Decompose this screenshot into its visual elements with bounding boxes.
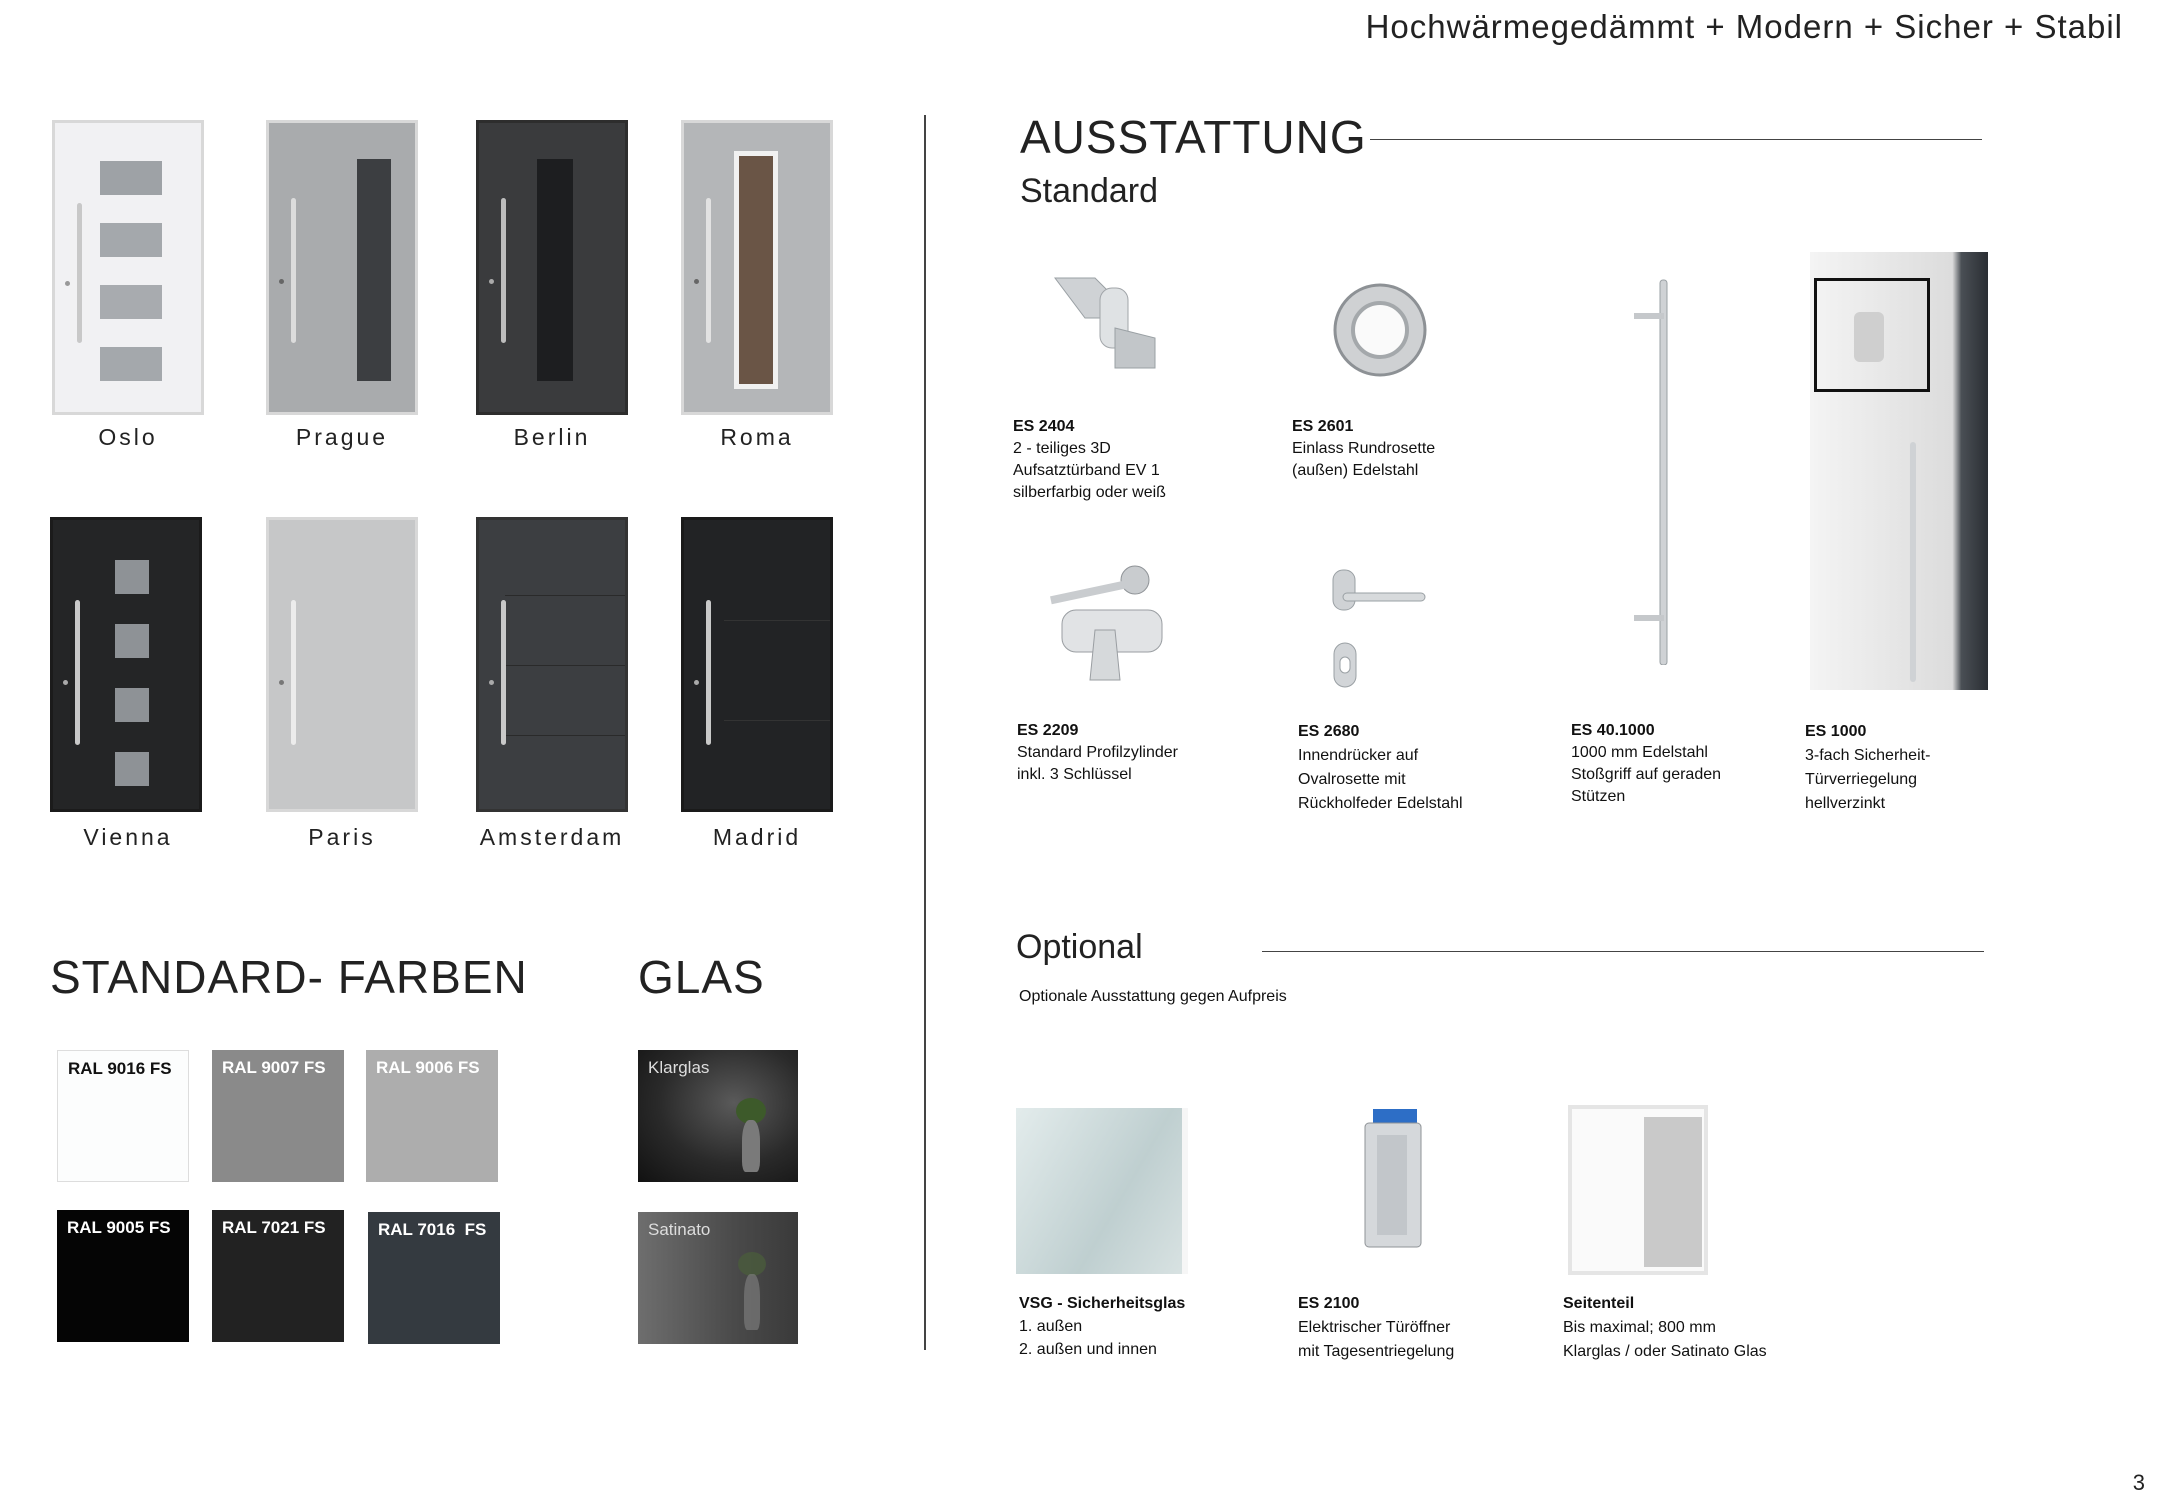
color-swatch-ral-9007 — [212, 1050, 344, 1182]
colors-title: STANDARD- FARBEN — [50, 951, 528, 1003]
glass-sample-klarglas — [638, 1050, 798, 1182]
door-label-prague: Prague — [295, 424, 389, 450]
page-tagline: Hochwärmegedämmt + Modern + Sicher + Stabil — [1365, 8, 2123, 45]
spec-es-40-1000: ES 40.1000 1000 mm Edelstahl Stoßgriff auf geraden Stützen — [1571, 722, 1722, 805]
door-label-amsterdam: Amsterdam — [479, 824, 625, 850]
door-image-amsterdam — [476, 517, 628, 812]
door-image-oslo — [52, 120, 204, 415]
hinge-image — [1045, 268, 1165, 388]
door-label-roma: Roma — [720, 424, 794, 450]
door-image-madrid — [681, 517, 833, 812]
door-image-paris — [266, 517, 418, 812]
color-swatch-ral-9006 — [366, 1050, 498, 1182]
glas-title: GLAS — [638, 951, 765, 1003]
lock-system-image — [1810, 252, 1988, 690]
door-image-prague — [266, 120, 418, 415]
door-image-vienna — [50, 517, 202, 812]
color-swatch-ral-7016 — [368, 1212, 500, 1344]
column-divider — [924, 115, 926, 1350]
door-label-berlin: Berlin — [513, 424, 591, 450]
spec-es-2404: ES 2404 2 - teiliges 3D Aufsatztürband EV 1 silberfarbig oder weiß — [1013, 418, 1166, 501]
optional-title: Optional — [1016, 928, 1143, 966]
glass-label: Satinato — [648, 1220, 711, 1239]
pull-handle-image — [1620, 275, 1700, 665]
side-panel-image — [1568, 1105, 1708, 1275]
door-image-roma — [681, 120, 833, 415]
spec-es-2680: ES 2680 Innendrücker auf Ovalrosette mit Rückholfeder Edelstahl — [1298, 723, 1463, 812]
spec-es-2209: ES 2209 Standard Profilzylinder inkl. 3 Schlüssel — [1017, 722, 1178, 783]
page-number: 3 — [2132, 1470, 2145, 1495]
door-image-berlin — [476, 120, 628, 415]
ausstattung-rule — [1370, 139, 1982, 140]
spec-es-2601: ES 2601 Einlass Rundrosette (außen) Edelstahl — [1292, 418, 1436, 479]
door-label-paris: Paris — [308, 824, 376, 850]
lever-handle-image — [1325, 565, 1435, 695]
swatch-label: RAL 9006 FS — [376, 1058, 480, 1077]
spec-es-2100: ES 2100 Elektrischer Türöffner mit Tagesentriegelung — [1298, 1295, 1455, 1360]
cylinder-image — [1040, 560, 1170, 690]
glass-label: Klarglas — [648, 1058, 710, 1077]
color-swatch-ral-7021 — [212, 1210, 344, 1342]
door-label-vienna: Vienna — [83, 824, 173, 850]
spec-seitenteil: Seitenteil Bis maximal; 800 mm Klarglas / oder Satinato Glas — [1563, 1295, 1767, 1360]
spec-es-1000: ES 1000 3-fach Sicherheit- Türverriegelung hellverzinkt — [1805, 723, 1931, 812]
swatch-label: RAL 7021 FS — [222, 1218, 326, 1237]
spec-vsg-sicherheitsglas: VSG - Sicherheitsglas 1. außen 2. außen und innen — [1019, 1295, 1186, 1358]
color-swatch-ral-9005 — [57, 1210, 189, 1342]
swatch-label: RAL 7016 FS — [378, 1220, 487, 1239]
swatch-label: RAL 9005 FS — [67, 1218, 171, 1237]
ausstattung-title: AUSSTATTUNG — [1020, 111, 1367, 163]
color-swatch-ral-9016 — [57, 1050, 189, 1182]
optional-rule — [1262, 951, 1984, 952]
standard-subtitle: Standard — [1020, 172, 1158, 210]
safety-glass-image — [1016, 1108, 1188, 1274]
optional-note: Optionale Ausstattung gegen Aufpreis — [1019, 988, 1287, 1005]
glass-sample-satinato — [638, 1212, 798, 1344]
swatch-label: RAL 9007 FS — [222, 1058, 326, 1077]
rosette-image — [1330, 275, 1430, 385]
swatch-label: RAL 9016 FS — [68, 1059, 172, 1078]
door-label-oslo: Oslo — [98, 424, 158, 450]
door-opener-image — [1355, 1105, 1435, 1255]
door-label-madrid: Madrid — [712, 824, 802, 850]
